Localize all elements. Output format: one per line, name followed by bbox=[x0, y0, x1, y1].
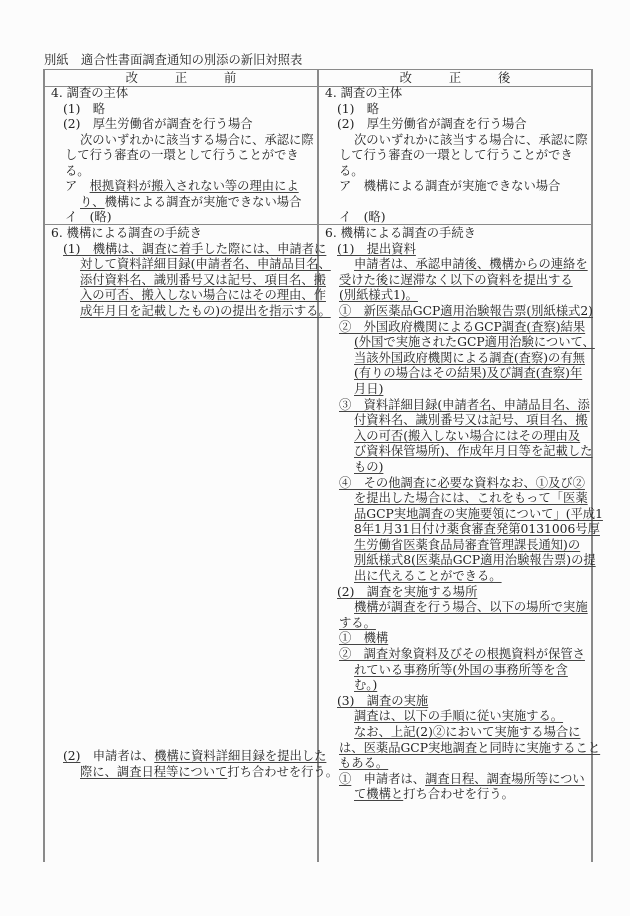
line bbox=[45, 764, 339, 781]
deleted-text: 根拠資料が搬入されない等の理由によ bbox=[89, 179, 299, 193]
line bbox=[319, 553, 596, 569]
after-section-4 bbox=[319, 86, 591, 226]
added-text: 月日) bbox=[354, 381, 384, 396]
added-text: は、医薬品GCP実地調査と同時に実施すること bbox=[339, 740, 601, 755]
added-text: (有りの場合はその結果)及び調査(査察)年 bbox=[354, 366, 583, 381]
added-text: (外国で実施されたGCP適用治験について、 bbox=[354, 335, 595, 350]
line bbox=[319, 335, 595, 351]
added-text: もある。 bbox=[339, 756, 389, 771]
line bbox=[319, 429, 591, 445]
line: 6. 機構による調査の手続き bbox=[51, 226, 202, 240]
line bbox=[319, 366, 591, 382]
deleted-text: (2) bbox=[63, 749, 81, 763]
line bbox=[319, 709, 591, 725]
text: 打ち合わせを行う。 bbox=[227, 764, 339, 779]
deleted-text: 際に、調査日程等について bbox=[80, 764, 228, 779]
line: 6. 機構による調査の手続き bbox=[325, 226, 476, 240]
blank-line bbox=[319, 195, 591, 211]
line: る。 bbox=[339, 163, 364, 178]
deleted-text: 添付資料名、識別番号又は記号、項目名、搬 bbox=[80, 272, 326, 287]
added-text: ② 調査対象資料及びその根拠資料が保管さ bbox=[339, 647, 585, 662]
line: 4. 調査の主体 bbox=[51, 86, 129, 100]
line bbox=[45, 241, 327, 258]
text: ア bbox=[65, 179, 90, 193]
line bbox=[319, 756, 591, 772]
line bbox=[319, 678, 591, 694]
added-text: 付資料名、識別番号又は記号、項目名、搬 bbox=[354, 413, 588, 428]
comparison-table bbox=[43, 69, 603, 862]
line bbox=[319, 631, 591, 647]
added-text: 調査日程、調査場所等につい bbox=[425, 771, 585, 786]
line: イ (略) bbox=[65, 210, 112, 224]
added-text: 受けた後に遅滞なく以下の資料を提出する bbox=[339, 272, 573, 287]
line bbox=[319, 694, 591, 710]
added-text: ① 新医薬品GCP適用治験報告票(別紙様式2) bbox=[339, 303, 593, 318]
line bbox=[319, 476, 591, 492]
line bbox=[319, 787, 591, 803]
text: 打ち合わせを行う。 bbox=[403, 787, 514, 802]
line bbox=[319, 304, 591, 320]
before-item-2 bbox=[45, 749, 339, 780]
line: る。 bbox=[65, 163, 90, 178]
line bbox=[319, 273, 591, 289]
line: イ (略) bbox=[339, 210, 386, 224]
line: 次のいずれかに該当する場合に、承認に際 bbox=[354, 132, 588, 147]
line bbox=[319, 413, 591, 429]
added-text: れている事務所等(外国の事務所等を含 bbox=[354, 662, 568, 677]
line bbox=[319, 772, 591, 788]
added-text: む。) bbox=[354, 678, 378, 693]
deleted-text: 成年月日を記載したもの)の提出を指示する。 bbox=[80, 303, 331, 318]
added-text: 別紙様式8(医薬品GCP適用治験報告票)の提 bbox=[354, 553, 596, 568]
line bbox=[319, 257, 591, 273]
added-text: 8年1月31日付け薬食審査発第0131006号厚 bbox=[354, 522, 600, 537]
line bbox=[319, 398, 591, 414]
line bbox=[319, 522, 600, 538]
added-text: 生労働省医薬食品局審査管理課長通知)の bbox=[354, 537, 581, 552]
line bbox=[319, 647, 591, 663]
added-text: (2) 調査を実施する場所 bbox=[337, 584, 478, 599]
before-section-4 bbox=[45, 86, 317, 226]
document-title: 別紙 適合性書面調査通知の別添の新旧対照表 bbox=[44, 53, 303, 67]
text: 機構による調査が実施できない場合 bbox=[104, 194, 302, 209]
line bbox=[319, 242, 591, 258]
line bbox=[319, 491, 591, 507]
line: (2) 厚生労働省が調査を行う場合 bbox=[63, 117, 253, 131]
line bbox=[319, 288, 591, 304]
added-text: 調査は、以下の手順に従い実施する。 bbox=[354, 709, 564, 724]
line: して行う審査の一環として行うことができ bbox=[339, 148, 573, 162]
line bbox=[45, 303, 331, 320]
added-text: もの) bbox=[354, 459, 384, 474]
line: 4. 調査の主体 bbox=[325, 86, 403, 100]
added-text: を提出した場合には、これをもって「医薬 bbox=[354, 491, 588, 506]
added-text: なお、上記(2)②において実施する場合に bbox=[354, 725, 581, 739]
line bbox=[319, 616, 591, 632]
added-text: ① bbox=[339, 771, 352, 786]
line bbox=[319, 444, 591, 460]
line bbox=[319, 538, 591, 554]
added-text: 当該外国政府機関による調査(査察)の有無 bbox=[354, 350, 585, 365]
added-text: ④ その他調査に必要な資料なお、①及び② bbox=[339, 475, 585, 490]
added-text: ③ 資料詳細目録(申請者名、申請品目名、添 bbox=[339, 397, 590, 412]
line: (1) 略 bbox=[63, 101, 106, 116]
line bbox=[319, 740, 601, 757]
line bbox=[45, 749, 327, 765]
line bbox=[319, 320, 591, 336]
line bbox=[45, 179, 317, 195]
line: ア 機構による調査が実施できない場合 bbox=[339, 179, 561, 193]
added-text: 機構が調査を行う場合、以下の場所で実施 bbox=[354, 600, 588, 615]
added-text: 品GCP実地調査の実施要領について」(平成1 bbox=[354, 506, 603, 521]
line bbox=[45, 272, 326, 289]
line bbox=[319, 569, 591, 585]
line bbox=[319, 382, 591, 398]
added-text: (1) 提出資料 bbox=[337, 241, 416, 256]
before-section-6 bbox=[45, 226, 339, 856]
after-section-6 bbox=[319, 226, 603, 803]
added-text: て機構と bbox=[354, 787, 404, 802]
line bbox=[319, 506, 603, 523]
line: 次のいずれかに該当する場合に、承認に際 bbox=[80, 132, 314, 147]
deleted-text: 対して資料詳細目録(申請者名、申請品目名、 bbox=[80, 257, 331, 272]
added-text: する。 bbox=[339, 615, 376, 630]
added-text: 入の可否(搬入しない場合にはその理由及 bbox=[354, 428, 581, 443]
line: して行う審査の一環として行うことができ bbox=[65, 148, 299, 162]
line bbox=[45, 257, 331, 273]
added-text: び資料保管場所)、作成年月日等を記載した bbox=[354, 444, 593, 459]
line: (2) 厚生労働省が調査を行う場合 bbox=[337, 117, 527, 131]
line bbox=[319, 351, 591, 367]
deleted-text: 入の可否、搬入しない場合にはその理由、作 bbox=[80, 288, 326, 303]
line: (1) 略 bbox=[337, 101, 380, 116]
deleted-text: 機構に資料詳細目録を提出した bbox=[154, 749, 327, 763]
line bbox=[319, 663, 591, 679]
line bbox=[319, 585, 591, 601]
header-after: 改 正 後 bbox=[399, 71, 511, 85]
line bbox=[319, 600, 591, 616]
added-text: ② 外国政府機関によるGCP調査(査察)結果 bbox=[339, 319, 586, 334]
line bbox=[45, 195, 317, 211]
line bbox=[45, 288, 326, 304]
line bbox=[319, 460, 591, 476]
text: 申請者は、 bbox=[351, 771, 426, 786]
added-text: 出に代えることができる。 bbox=[354, 569, 502, 584]
text: 申請者は、 bbox=[80, 749, 155, 763]
added-text: ① 機構 bbox=[339, 631, 389, 646]
line bbox=[319, 725, 591, 741]
deleted-text: (1) 機構は、調査に着手した際には、申請者に bbox=[63, 241, 327, 256]
deleted-text: り、 bbox=[80, 194, 105, 209]
added-text: (3) 調査の実施 bbox=[337, 693, 429, 708]
added-text: 申請者は、承認申請後、機構からの連絡を bbox=[354, 257, 588, 272]
added-text: (別紙様式1)。 bbox=[339, 288, 418, 303]
header-before: 改 正 前 bbox=[125, 71, 237, 85]
